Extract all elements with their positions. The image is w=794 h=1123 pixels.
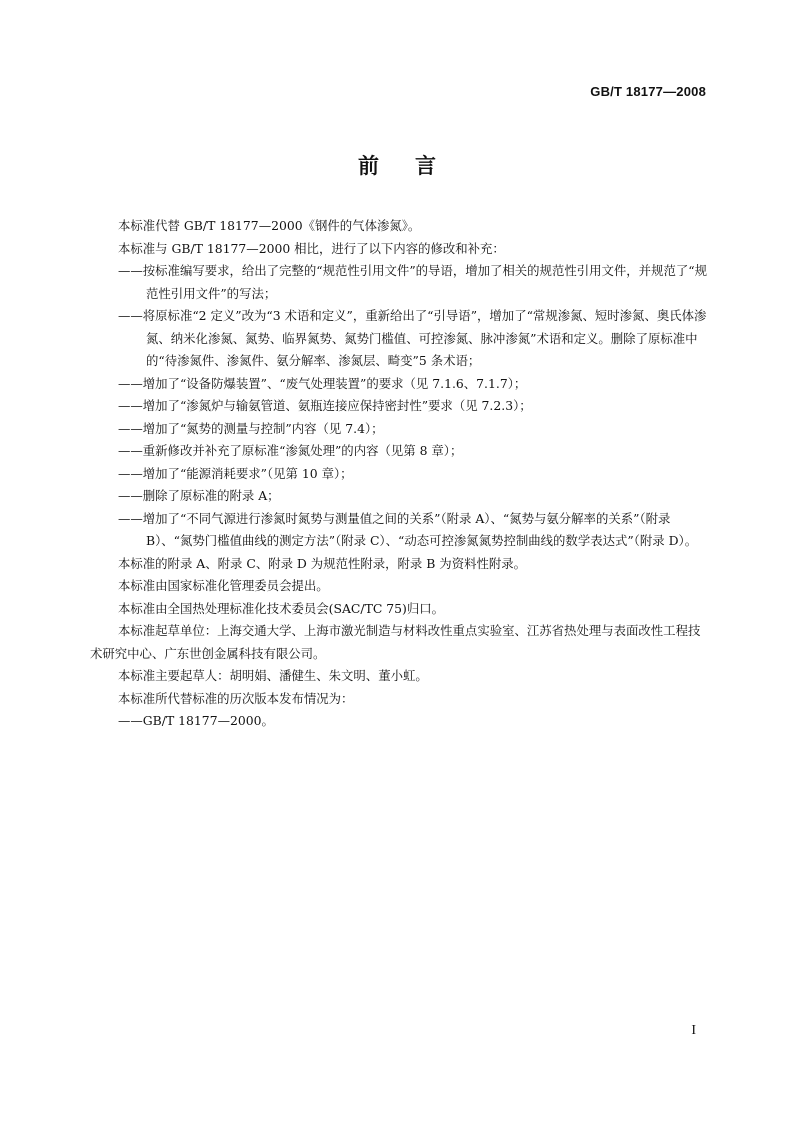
paragraph-drafting-units: 本标准起草单位：上海交通大学、上海市激光制造与材料改性重点实验室、江苏省热处理与表面改性工程技术研究中心、广东世创金属科技有限公司。	[90, 623, 701, 661]
paragraph-changes-intro: 本标准与 GB/T 18177—2000 相比，进行了以下内容的修改和补充：	[118, 240, 505, 256]
paragraph-managed-by: 本标准由全国热处理标准化技术委员会(SAC/TC 75)归口。	[118, 600, 445, 616]
list-item: ——增加了“设备防爆装置”、“废气处理装置”的要求（见 7.1.6、7.1.7）；	[118, 375, 527, 391]
paragraph-replaces: 本标准代替 GB/T 18177—2000《钢件的气体渗氮》。	[118, 218, 421, 233]
list-item: ——增加了“渗氮炉与输氨管道、氨瓶连接应保持密封性”要求（见 7.2.3）；	[118, 398, 532, 413]
page-number: I	[691, 1023, 696, 1038]
list-item: ——增加了“氮势的测量与控制”内容（见 7.4）；	[118, 420, 384, 436]
list-item: ——按标准编写要求，给出了完整的“规范性引用文件”的导语，增加了相关的规范性引用文件，并规范了“规范性引用文件”的写法；	[118, 263, 707, 301]
list-item: ——重新修改并补充了原标准“渗氮处理”的内容（见第 8 章）；	[118, 443, 463, 458]
paragraph-proposed-by: 本标准由国家标准化管理委员会提出。	[118, 578, 329, 593]
document-body	[90, 215, 708, 733]
list-item: ——删除了原标准的附录 A；	[118, 488, 280, 503]
paragraph-history-intro: 本标准所代替标准的历次版本发布情况为：	[118, 690, 354, 706]
paragraph-annexes: 本标准的附录 A、附录 C、附录 D 为规范性附录，附录 B 为资料性附录。	[118, 555, 527, 571]
list-item: ——将原标准“2 定义”改为“3 术语和定义”，重新给出了“引导语”，增加了“常规渗氮、短时渗氮、奥氏体渗氮、纳米化渗氮、氮势、临界氮势、氮势门槛值、可控渗氮、脉冲渗氮”术语和定义。删除了原标准中的“待渗氮件、渗氮件、氨分解率、渗氮层、畸变”5 条术语；	[118, 308, 707, 368]
page-title: 前言	[358, 154, 472, 178]
list-item: ——增加了“能源消耗要求”（见第 10 章）；	[118, 465, 353, 481]
list-item: ——GB/T 18177—2000。	[118, 713, 274, 728]
list-item: ——增加了“不同气源进行渗氮时氮势与测量值之间的关系”（附录 A）、“氮势与氨分解率的关系”（附录 B）、“氮势门槛值曲线的测定方法”（附录 C）、“动态可控渗氮氮势控制曲线的数学表达式”（附录 D）。	[118, 510, 698, 548]
paragraph-drafters: 本标准主要起草人：胡明娟、潘健生、朱文明、董小虹。	[118, 668, 428, 683]
standard-code: GB/T 18177—2008	[590, 84, 706, 99]
